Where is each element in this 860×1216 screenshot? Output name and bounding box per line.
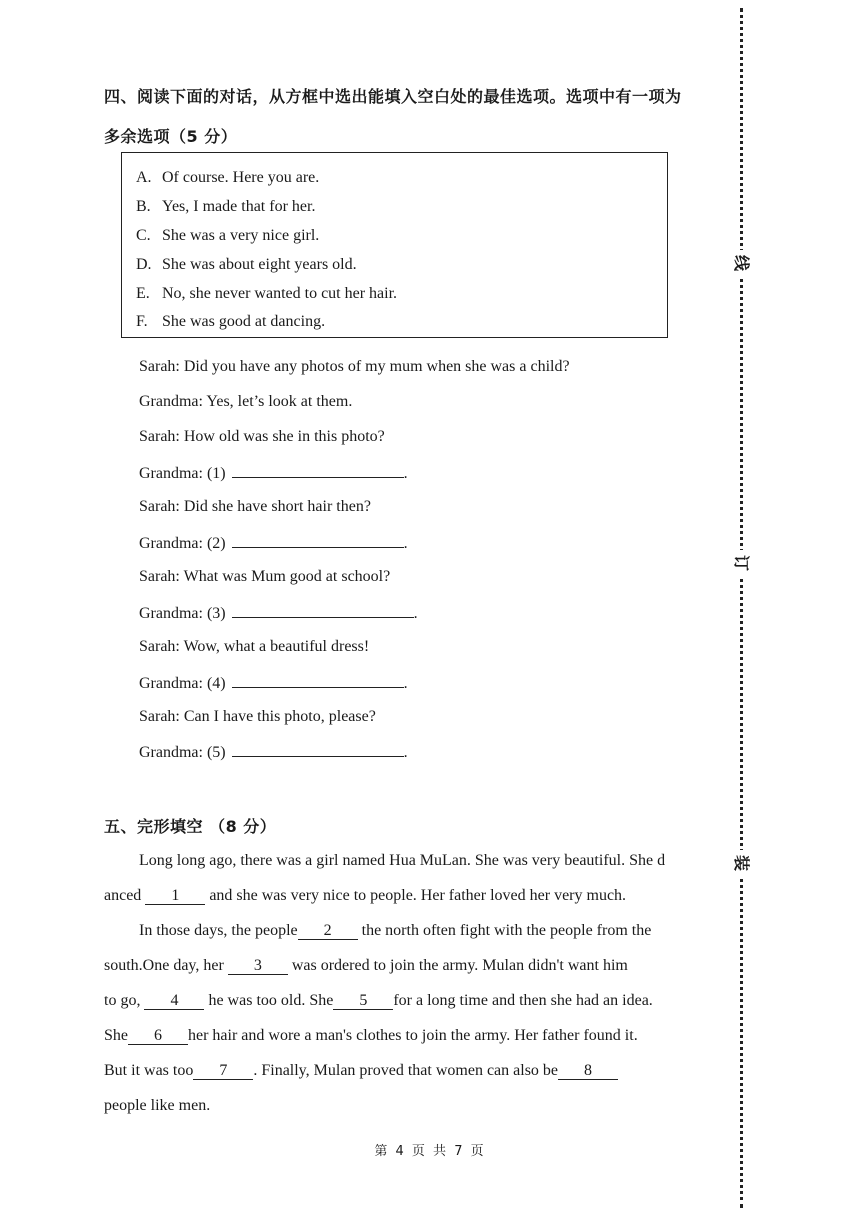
dialogue-line: Sarah: How old was she in this photo? [139, 428, 385, 445]
cloze-line: to go, 4 he was too old. She 5 for a long time and then she had an idea. [104, 992, 653, 1009]
dialogue-line: Grandma: (5) . [139, 744, 408, 761]
option-d: D. She was about eight years old. [136, 256, 357, 273]
cloze-blank-8[interactable]: 8 [558, 1063, 618, 1080]
cloze-line: But it was too 7 . Finally, Mulan proved that women can also be 8 [104, 1062, 618, 1080]
dialogue-line: Sarah: Can I have this photo, please? [139, 708, 376, 725]
cloze-line: people like men. [104, 1097, 211, 1114]
page-footer: 第 4 页 共 7 页 [374, 1144, 486, 1159]
dialogue-line: Grandma: (1) . [139, 465, 408, 482]
dialogue-line: Sarah: Did she have short hair then? [139, 498, 371, 515]
answer-blank[interactable] [232, 603, 414, 618]
dialogue-line: Grandma: (2) . [139, 535, 408, 552]
option-f: F. She was good at dancing. [136, 313, 326, 330]
cloze-line: In those days, the people 2 the north often fight with the people from the [139, 922, 652, 939]
answer-blank[interactable] [232, 463, 404, 478]
cloze-blank-7[interactable]: 7 [193, 1063, 253, 1080]
margin-char-zhuang: 装 [730, 850, 752, 876]
dialogue-line: Grandma: (4) . [139, 675, 408, 692]
dialogue-line: Sarah: What was Mum good at school? [139, 568, 391, 585]
dialogue-line: Grandma: (3) . [139, 605, 418, 622]
dialogue-line: Sarah: Did you have any photos of my mum when she was a child? [139, 358, 570, 375]
option-b: B. Yes, I made that for her. [136, 198, 316, 215]
cloze-blank-2[interactable]: 2 [298, 923, 358, 940]
cloze-line: anced 1 and she was very nice to people. Her father loved her very much. [104, 887, 627, 904]
cloze-blank-1[interactable]: 1 [145, 888, 205, 905]
section4-heading-line1: 四、阅读下面的对话，从方框中选出能填入空白处的最佳选项。选项中有一项为 [104, 87, 682, 106]
margin-char-ding: 订 [730, 550, 752, 576]
binding-dotted-line [740, 8, 743, 1208]
cloze-line: She 6 her hair and wore a man's clothes to join the army. Her father found it. [104, 1027, 638, 1044]
answer-blank[interactable] [232, 673, 404, 688]
option-c: C. She was a very nice girl. [136, 227, 320, 244]
dialogue-line: Sarah: Wow, what a beautiful dress! [139, 638, 370, 655]
cloze-blank-3[interactable]: 3 [228, 958, 288, 975]
margin-char-xian: 线 [730, 250, 752, 276]
section4-heading-line2: 多余选项（5 分） [104, 127, 238, 146]
option-a: A. Of course. Here you are. [136, 169, 320, 186]
options-box [121, 152, 668, 338]
cloze-blank-6[interactable]: 6 [128, 1028, 188, 1045]
section5-heading: 五、完形填空 （8 分） [104, 817, 277, 836]
answer-blank[interactable] [232, 742, 404, 757]
answer-blank[interactable] [232, 533, 404, 548]
dialogue-line: Grandma: Yes, let’s look at them. [139, 393, 353, 410]
option-e: E. No, she never wanted to cut her hair. [136, 285, 398, 302]
cloze-blank-4[interactable]: 4 [144, 993, 204, 1010]
cloze-line: Long long ago, there was a girl named Hua MuLan. She was very beautiful. She d [139, 852, 666, 869]
cloze-blank-5[interactable]: 5 [333, 993, 393, 1010]
cloze-line: south.One day, her 3 was ordered to join the army. Mulan didn't want him [104, 957, 628, 974]
